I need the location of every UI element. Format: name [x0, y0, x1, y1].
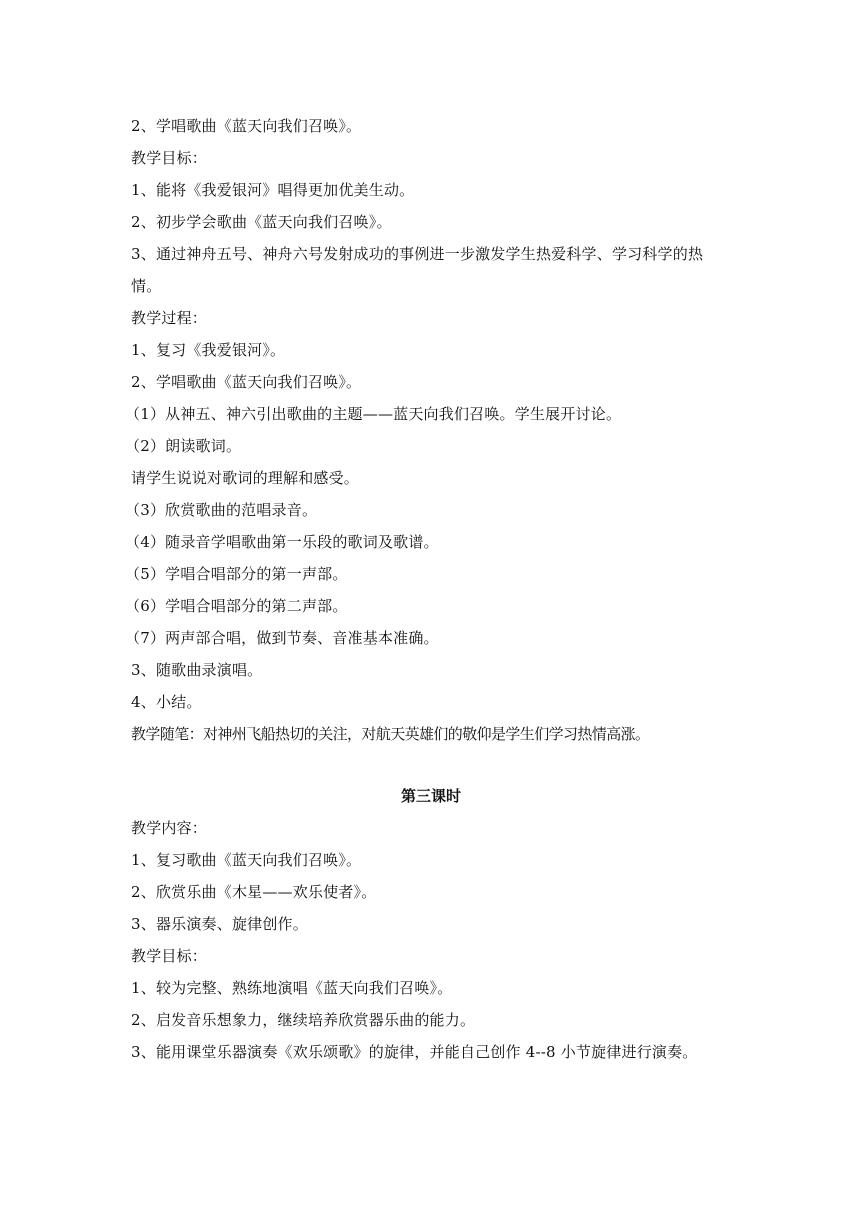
section-label: 教学过程：	[131, 309, 208, 327]
text-line: 1、较为完整、熟练地演唱《蓝天向我们召唤》。	[131, 979, 453, 997]
text-line: 1、复习歌曲《蓝天向我们召唤》。	[131, 851, 362, 869]
text-paragraph: 3、通过神舟五号、神舟六号发射成功的事例进一步激发学生热爱科学、学习科学的热情。	[131, 245, 704, 295]
text-line: 请学生说说对歌词的理解和感受。	[131, 469, 360, 487]
text-line: 3、器乐演奏、旋律创作。	[131, 915, 308, 933]
section-label: 教学目标：	[131, 149, 208, 167]
text-line: 2、启发音乐想象力，继续培养欣赏器乐曲的能力。	[131, 1011, 476, 1029]
text-line: 3、随歌曲录演唱。	[131, 661, 263, 679]
text-line: （4）随录音学唱歌曲第一乐段的歌词及歌谱。	[125, 533, 439, 551]
text-line: 2、学唱歌曲《蓝天向我们召唤》。	[131, 117, 362, 135]
document-body	[125, 110, 731, 1068]
text-line: 2、欣赏乐曲《木星——欢乐使者》。	[131, 883, 377, 901]
text-line: 4、小结。	[131, 693, 202, 711]
text-line: 2、学唱歌曲《蓝天向我们召唤》。	[131, 373, 362, 391]
text-line: 2、初步学会歌曲《蓝天向我们召唤》。	[131, 213, 392, 231]
text-line: （3）欣赏歌曲的范唱录音。	[125, 501, 318, 519]
text-line: （6）学唱合唱部分的第二声部。	[125, 597, 348, 615]
teaching-notes: 教学随笔：对神州飞船热切的关注，对航天英雄们的敬仰是学生们学习热情高涨。	[131, 725, 650, 743]
text-line: （5）学唱合唱部分的第一声部。	[125, 565, 348, 583]
section-label: 教学目标：	[131, 947, 208, 965]
text-line: （7）两声部合唱，做到节奏、音准基本准确。	[125, 629, 439, 647]
text-line: （1）从神五、神六引出歌曲的主题——蓝天向我们召唤。学生展开讨论。	[125, 405, 622, 423]
text-line: （2）朗读歌词。	[125, 437, 242, 455]
section-label: 教学内容：	[131, 819, 208, 837]
text-line: 1、复习《我爱银河》。	[131, 341, 286, 359]
text-paragraph: 3、能用课堂乐器演奏《欢乐颂歌》的旋律，并能自己创作 4--8 小节旋律进行演奏。	[131, 1043, 698, 1061]
spacer	[131, 750, 731, 780]
section-heading: 第三课时	[400, 787, 461, 805]
text-line: 1、能将《我爱银河》唱得更加优美生动。	[131, 181, 415, 199]
